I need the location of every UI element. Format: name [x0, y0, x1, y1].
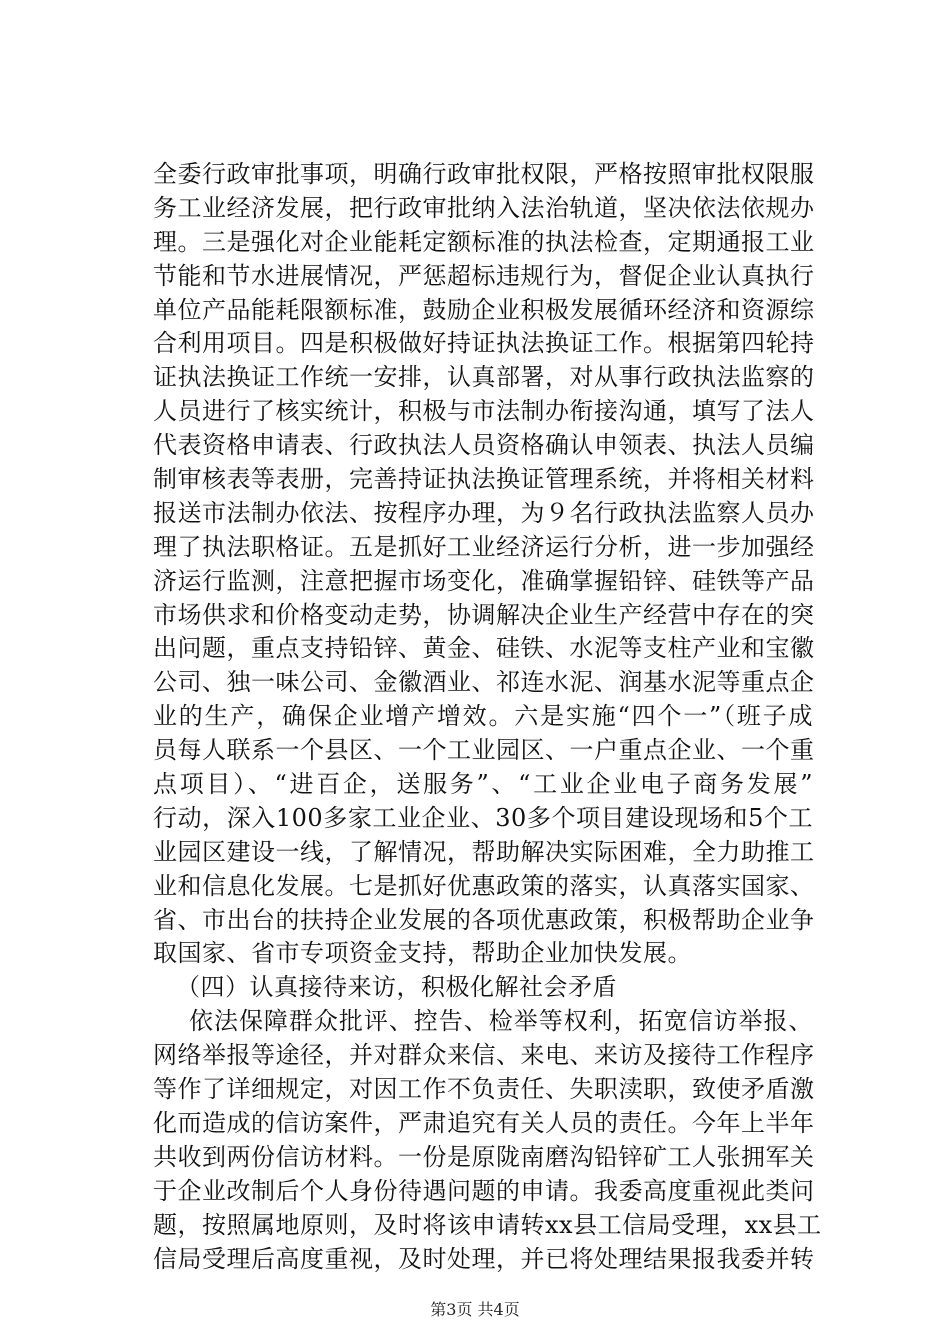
para2-first-line: 依法保障群众批评、控告、检举等权利，拓宽信访举报、	[189, 1007, 813, 1036]
body-line: 市场供求和价格变动走势，协调解决企业生产经营中存在的突	[153, 600, 815, 629]
para2-line: 共收到两份信访材料。一份是原陇南磨沟铅锌矿工人张拥军关	[153, 1142, 815, 1171]
body-line: 务工业经济发展，把行政审批纳入法治轨道，坚决依法依规办	[153, 193, 815, 222]
body-line-last: 取国家、省市专项资金支持，帮助企业加快发展。	[153, 939, 692, 968]
body-line: 公司、独一味公司、金徽酒业、祁连水泥、润基水泥等重点企	[153, 668, 815, 697]
body-line: 代表资格申请表、行政执法人员资格确认申领表、执法人员编	[153, 431, 815, 460]
body-line: 业园区建设一线，了解情况，帮助解决实际困难，全力助推工	[153, 837, 815, 866]
para2-line: 网络举报等途径，并对群众来信、来电、来访及接待工作程序	[153, 1041, 815, 1070]
para2-line: 于企业改制后个人身份待遇问题的申请。我委高度重视此类问	[153, 1176, 815, 1205]
body-line: 合利用项目。四是积极做好持证执法换证工作。根据第四轮持	[153, 329, 815, 358]
body-line: 济运行监测，注意把握市场变化，准确掌握铅锌、硅铁等产品	[153, 566, 815, 595]
body-line: 员每人联系一个县区、一个工业园区、一户重点企业、一个重	[153, 736, 815, 765]
para2-line: 信局受理后高度重视，及时处理，并已将处理结果报我委并转	[153, 1244, 815, 1273]
body-line: 行动，深入100多家工业企业、30多个项目建设现场和5个工	[153, 803, 813, 832]
body-line: 省、市出台的扶持企业发展的各项优惠政策，积极帮助企业争	[153, 905, 815, 934]
body-line: 全委行政审批事项，明确行政审批权限，严格按照审批权限服	[153, 160, 815, 188]
document-body	[153, 158, 822, 1276]
para2-line: 题，按照属地原则，及时将该申请转xx县工信局受理，xx县工	[153, 1210, 822, 1239]
body-line: 人员进行了核实统计，积极与市法制办衔接沟通，填写了法人	[153, 397, 815, 426]
body-line: 节能和节水进展情况，严惩超标违规行为，督促企业认真执行	[153, 261, 815, 290]
para2-line: 等作了详细规定，对因工作不负责任、失职渎职，致使矛盾激	[153, 1075, 815, 1104]
body-line: 证执法换证工作统一安排，认真部署，对从事行政执法监察的	[153, 363, 815, 392]
body-line: 单位产品能耗限额标准，鼓励企业积极发展循环经济和资源综	[153, 295, 815, 324]
body-line: 理。三是强化对企业能耗定额标准的执法检查，定期通报工业	[153, 227, 815, 256]
body-line: 出问题，重点支持铅锌、黄金、硅铁、水泥等支柱产业和宝徽	[153, 634, 815, 663]
body-line: 制审核表等表册，完善持证执法换证管理系统，并将相关材料	[153, 465, 815, 494]
body-line: 业和信息化发展。七是抓好优惠政策的落实，认真落实国家、	[153, 871, 815, 900]
body-line: 业的生产，确保企业增产增效。六是实施“四个一”（班子成	[153, 702, 813, 731]
para2-line: 化而造成的信访案件，严肃追究有关人员的责任。今年上半年	[153, 1108, 815, 1137]
body-line: 报送市法制办依法、按程序办理，为９名行政执法监察人员办	[153, 498, 815, 527]
body-line: 理了执法职格证。五是抓好工业经济运行分析，进一步加强经	[153, 532, 815, 561]
section-heading: （四）认真接待来访，积极化解社会矛盾	[176, 973, 617, 1002]
page-footer: 第3页 共4页	[430, 1300, 520, 1319]
body-line: 点项目）、“进百企，送服务”、“工业企业电子商务发展”	[153, 770, 813, 799]
